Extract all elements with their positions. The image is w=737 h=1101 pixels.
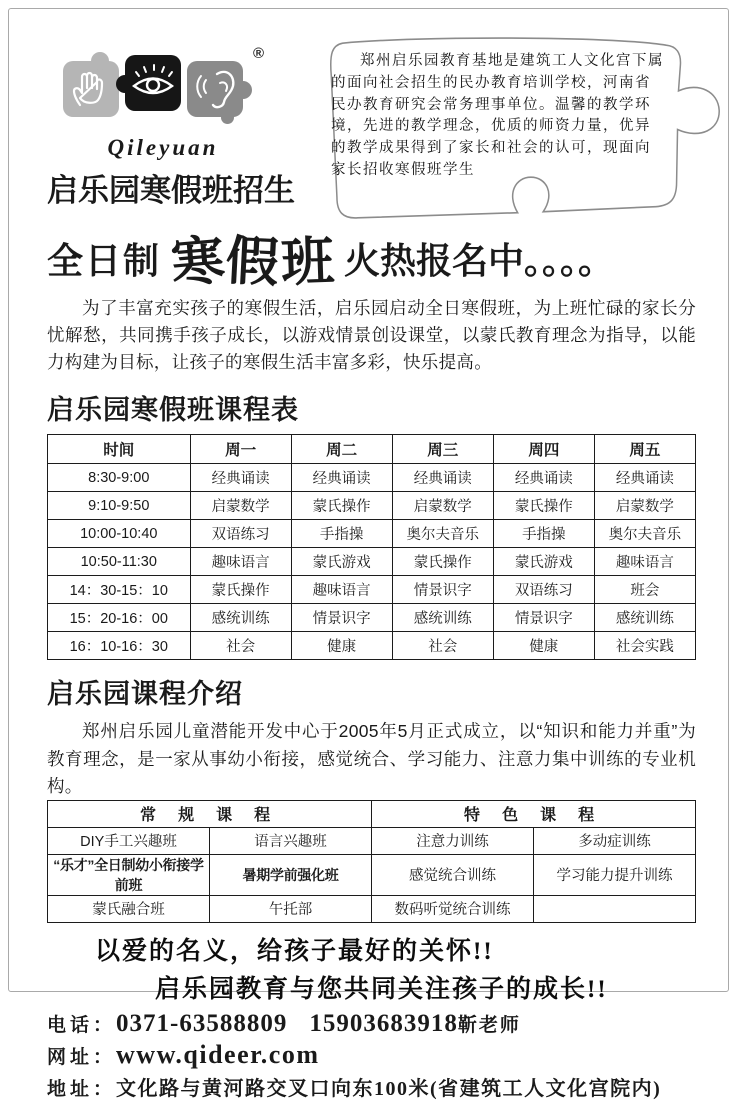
headline-highlight-char: 假 xyxy=(224,219,283,298)
schedule-col-day: 周三 xyxy=(392,435,493,464)
puzzle-piece-hand xyxy=(63,61,119,117)
schedule-course-cell: 双语练习 xyxy=(493,576,594,604)
courses-cell: 语言兴趣班 xyxy=(210,827,372,854)
schedule-course-cell: 经典诵读 xyxy=(291,464,392,492)
schedule-course-cell: 启蒙数学 xyxy=(392,492,493,520)
schedule-col-day: 周一 xyxy=(190,435,291,464)
puzzle-piece-ear xyxy=(187,61,243,117)
headline-highlight-char: 寒 xyxy=(168,218,229,299)
schedule-course-cell: 情景识字 xyxy=(392,576,493,604)
schedule-course-cell: 感统训练 xyxy=(392,604,493,632)
schedule-title: 启乐园寒假班课程表 xyxy=(47,395,299,426)
schedule-table xyxy=(47,434,696,660)
schedule-course-cell: 奥尔夫音乐 xyxy=(392,520,493,548)
schedule-course-cell: 蒙氏游戏 xyxy=(493,548,594,576)
schedule-course-cell: 趣味语言 xyxy=(291,576,392,604)
schedule-course-cell: 双语练习 xyxy=(190,520,291,548)
schedule-course-cell: 手指操 xyxy=(493,520,594,548)
schedule-course-cell: 健康 xyxy=(291,632,392,660)
courses-cell: 注意力训练 xyxy=(372,827,534,854)
courses-cell: 多动症训练 xyxy=(534,827,696,854)
puzzle-logo xyxy=(47,47,279,131)
slogan-line-2: 启乐园教育与您共同关注孩子的成长!! xyxy=(155,975,608,1003)
website-line xyxy=(47,1040,696,1070)
schedule-course-cell: 蒙氏操作 xyxy=(493,492,594,520)
courses-cell: 蒙氏融合班 xyxy=(48,895,210,922)
ear-icon xyxy=(187,61,243,117)
schedule-course-cell: 奥尔夫音乐 xyxy=(594,520,695,548)
schedule-course-cell: 蒙氏操作 xyxy=(392,548,493,576)
flyer-title: 启乐园寒假班招生 xyxy=(47,173,295,208)
courses-group-header: 常 规 课 程 xyxy=(48,800,372,827)
schedule-time-cell: 10:50-11:30 xyxy=(48,548,191,576)
schedule-col-day: 周四 xyxy=(493,435,594,464)
address-label: 地址： xyxy=(47,1078,117,1100)
schedule-course-cell: 蒙氏操作 xyxy=(190,576,291,604)
schedule-course-cell: 社会 xyxy=(392,632,493,660)
schedule-course-cell: 健康 xyxy=(493,632,594,660)
phone-number-2: 15903683918 xyxy=(309,1009,458,1037)
schedule-time-cell: 15：20-16：00 xyxy=(48,604,191,632)
schedule-header xyxy=(48,435,696,464)
headline-highlight xyxy=(168,220,338,296)
website-url: www.qideer.com xyxy=(116,1039,320,1069)
courses-row xyxy=(48,827,696,854)
schedule-time-cell: 16：10-16：30 xyxy=(48,632,191,660)
schedule-course-cell: 经典诵读 xyxy=(594,464,695,492)
schedule-course-cell: 手指操 xyxy=(291,520,392,548)
puzzle-piece-eye xyxy=(125,55,181,111)
address-text: 文化路与黄河路交叉口向东100米(省建筑工人文化宫院内) xyxy=(116,1077,662,1100)
brand-script: Qileyuan xyxy=(107,135,219,160)
flyer-page xyxy=(8,8,729,1100)
schedule-col-day: 周二 xyxy=(291,435,392,464)
schedule-course-cell: 蒙氏游戏 xyxy=(291,548,392,576)
headline-prefix: 全日制 xyxy=(47,239,162,281)
courses-cell xyxy=(534,895,696,922)
courses-cell: 感觉统合训练 xyxy=(372,854,534,895)
schedule-course-cell: 班会 xyxy=(594,576,695,604)
schedule-time-cell: 9:10-9:50 xyxy=(48,492,191,520)
schedule-row xyxy=(48,604,696,632)
registered-trademark: ® xyxy=(253,45,265,62)
eye-icon xyxy=(125,55,181,111)
intro-paragraph: 为了丰富充实孩子的寒假生活，启乐园启动全日寒假班，为上班忙碌的家长分忧解愁，共同携手孩子成长，以游戏情景创设课堂，以蒙氏教育理念为指导，以能力构建为目标，让孩子的寒假生活丰富多彩，快乐提高。 xyxy=(47,298,696,373)
address-line xyxy=(47,1072,696,1101)
schedule-row xyxy=(48,520,696,548)
schedule-time-cell: 10:00-10:40 xyxy=(48,520,191,548)
courses-cell: 暑期学前强化班 xyxy=(210,854,372,895)
schedule-course-cell: 趣味语言 xyxy=(594,548,695,576)
schedule-course-cell: 情景识字 xyxy=(291,604,392,632)
schedule-row xyxy=(48,548,696,576)
schedule-course-cell: 启蒙数学 xyxy=(190,492,291,520)
slogan-line-1: 以爱的名义，给孩子最好的关怀!! xyxy=(95,937,494,965)
courses-table xyxy=(47,800,696,923)
phone-line xyxy=(47,1010,696,1038)
schedule-course-cell: 蒙氏操作 xyxy=(291,492,392,520)
headline-suffix: 火热报名中。。。。 xyxy=(344,239,615,281)
website-label: 网址： xyxy=(47,1046,117,1068)
schedule-time-cell: 14：30-15：10 xyxy=(48,576,191,604)
schedule-course-cell: 感统训练 xyxy=(190,604,291,632)
schedule-course-cell: 社会 xyxy=(190,632,291,660)
intro-bubble xyxy=(301,33,722,231)
schedule-col-time: 时间 xyxy=(48,435,191,464)
schedule-course-cell: 经典诵读 xyxy=(392,464,493,492)
schedule-col-day: 周五 xyxy=(594,435,695,464)
bubble-text: 郑州启乐园教育基地是建筑工人文化宫下属的面向社会招生的民办教育培训学校，河南省民办教育研究会常务理事单位。温馨的教学环境，先进的教学理念，优质的师资力量，优异的教学成果得到了家长和社会的认可，现面向家长招收寒假班学生 xyxy=(331,53,664,178)
phone-label: 电话： xyxy=(47,1014,117,1036)
schedule-course-cell: 社会实践 xyxy=(594,632,695,660)
schedule-row xyxy=(48,632,696,660)
schedule-course-cell: 经典诵读 xyxy=(493,464,594,492)
schedule-course-cell: 经典诵读 xyxy=(190,464,291,492)
schedule-course-cell: 启蒙数学 xyxy=(594,492,695,520)
courses-cell: “乐才”全日制幼小衔接学前班 xyxy=(48,854,210,895)
schedule-time-cell: 8:30-9:00 xyxy=(48,464,191,492)
courses-cell: 学习能力提升训练 xyxy=(534,854,696,895)
courses-cell: 午托部 xyxy=(210,895,372,922)
schedule-course-cell: 趣味语言 xyxy=(190,548,291,576)
courses-paragraph: 郑州启乐园儿童潜能开发中心于2005年5月正式成立，以“知识和能力并重”为教育理念，是一家从事幼小衔接，感觉统合、学习能力、注意力集中训练的专业机构。 xyxy=(47,721,696,796)
schedule-course-cell: 情景识字 xyxy=(493,604,594,632)
contact-person: 靳老师 xyxy=(457,1014,521,1036)
headline-highlight-char: 班 xyxy=(280,219,338,297)
logo-block xyxy=(47,33,297,223)
schedule-row xyxy=(48,576,696,604)
schedule-row xyxy=(48,464,696,492)
courses-group-header: 特 色 课 程 xyxy=(372,800,696,827)
schedule-course-cell: 感统训练 xyxy=(594,604,695,632)
courses-header xyxy=(48,800,696,827)
phone-number-1: 0371-63588809 xyxy=(116,1009,288,1037)
schedule-row xyxy=(48,492,696,520)
courses-cell: 数码听觉统合训练 xyxy=(372,895,534,922)
courses-title: 启乐园课程介绍 xyxy=(47,679,243,710)
courses-row xyxy=(48,854,696,895)
headline xyxy=(47,227,696,295)
header xyxy=(47,33,696,223)
contact-block xyxy=(47,1010,696,1101)
courses-row xyxy=(48,895,696,922)
slogans xyxy=(47,931,696,1005)
courses-cell: DIY手工兴趣班 xyxy=(48,827,210,854)
hand-icon xyxy=(63,61,119,117)
